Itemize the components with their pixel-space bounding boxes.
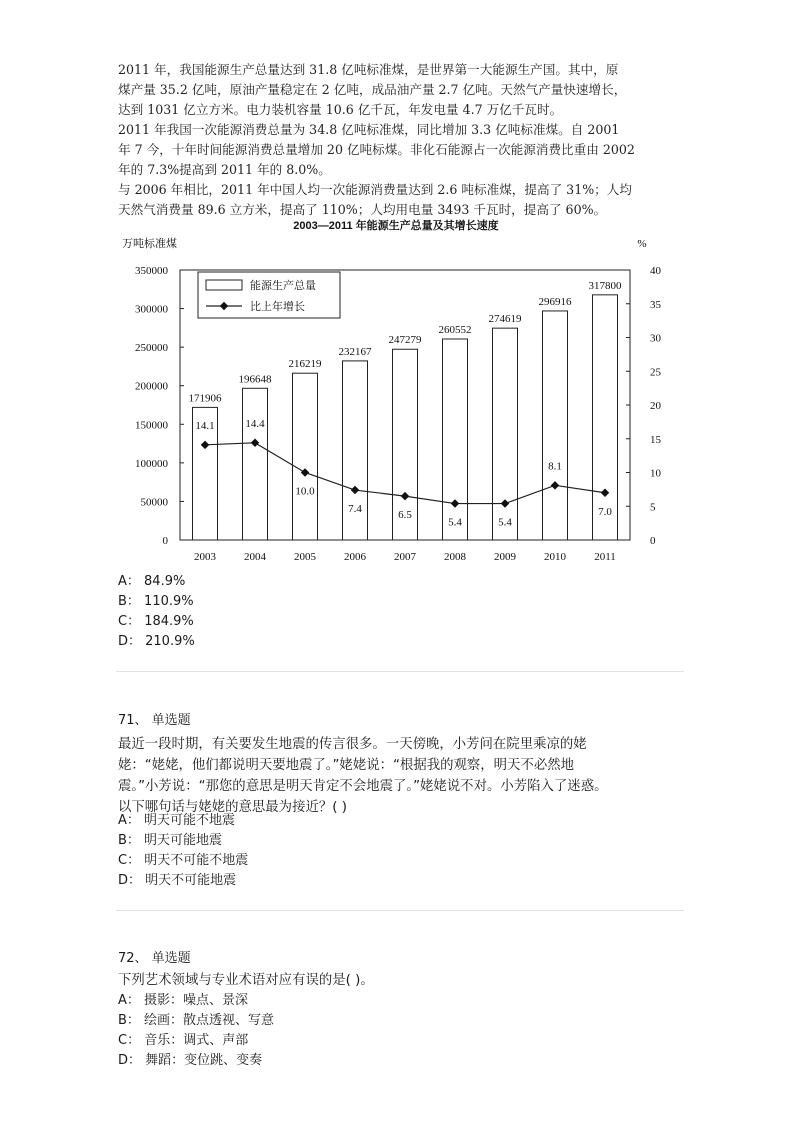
intro-line: 2011 年我国一次能源消费总量为 34.8 亿吨标准煤，同比增加 3.3 亿吨标准煤。自 2001 — [118, 122, 620, 137]
bar-2009 — [493, 328, 518, 540]
growth-value-label: 5.4 — [448, 516, 462, 529]
y2-tick-label: 35 — [650, 298, 661, 311]
x-tick-label: 2011 — [594, 551, 616, 563]
x-tick-label: 2005 — [294, 551, 316, 563]
y-tick-label: 350000 — [135, 265, 168, 277]
q72-options — [118, 991, 274, 1071]
x-tick-label: 2004 — [244, 551, 266, 563]
legend-line-label: 比上年增长 — [250, 301, 305, 313]
question-stem — [118, 970, 698, 991]
intro-line: 年 7 今，十年时间能源消费总量增加 20 亿吨标煤。非化石能源占一次能源消费比重由 2002 — [118, 142, 635, 157]
bar-2008 — [443, 339, 468, 540]
y-tick-label: 250000 — [135, 342, 168, 355]
y-tick-label: 50000 — [140, 496, 168, 509]
growth-value-label: 7.4 — [348, 503, 362, 516]
y2-tick-label: 0 — [650, 535, 656, 547]
y2-tick-label: 30 — [650, 332, 661, 345]
question-header: 71、 单选题 — [118, 713, 191, 728]
stem-line: 下列艺术领域与专业术语对应有误的是( )。 — [118, 973, 374, 988]
bar-value-label: 216219 — [288, 358, 322, 371]
y2-tick-label: 25 — [650, 366, 661, 379]
option-c[interactable]: C： 184.9% — [118, 614, 194, 629]
bar-value-label: 196648 — [238, 373, 272, 386]
intro-line: 2011 年，我国能源生产总量达到 31.8 亿吨标准煤，是世界第一大能源生产国。其中，原 — [118, 62, 619, 77]
option-a[interactable]: A： 摄影：噪点、景深 — [118, 993, 249, 1008]
stem-line: 最近一段时期，有关要发生地震的传言很多。一天傍晚，小芳问在院里乘凉的姥 — [118, 737, 587, 752]
intro-passage — [118, 60, 692, 220]
stem-line: 姥：“姥姥，他们都说明天要地震了。”姥姥说：“根据我的观察，明天不必然地 — [118, 758, 574, 773]
option-b[interactable]: B： 110.9% — [118, 594, 194, 609]
y2-axis-label: % — [637, 238, 647, 250]
question-header: 72、 单选题 — [118, 951, 191, 966]
y2-tick-label: 20 — [650, 400, 661, 412]
question-divider — [116, 671, 684, 672]
x-tick-label: 2007 — [394, 551, 416, 563]
option-c[interactable]: C： 音乐：调式、声部 — [118, 1033, 249, 1048]
intro-line: 达到 1031 亿立方米。电力装机容量 10.6 亿千瓦，年发电量 4.7 万亿千瓦时。 — [118, 102, 563, 117]
option-b[interactable]: B： 明天可能地震 — [118, 833, 223, 848]
bar-value-label: 232167 — [338, 345, 372, 358]
stem-line: 震。”小芳说：“那您的意思是明天肯定不会地震了。”姥姥说不对。小芳陷入了迷惑。 — [118, 779, 608, 794]
question-stem — [118, 734, 698, 818]
q71-options — [118, 811, 248, 891]
x-tick-label: 2009 — [494, 551, 516, 563]
growth-value-label: 6.5 — [398, 509, 412, 522]
legend — [198, 272, 340, 318]
option-d[interactable]: D： 明天不可能地震 — [118, 873, 237, 888]
intro-line: 年的 7.3%提高到 2011 年的 8.0%。 — [118, 162, 331, 177]
option-c[interactable]: C： 明天不可能不地震 — [118, 853, 249, 868]
y2-tick-label: 40 — [650, 265, 661, 277]
y2-tick-label: 5 — [650, 501, 656, 514]
y2-tick-label: 15 — [650, 433, 661, 446]
intro-line: 煤产量 35.2 亿吨，原油产量稳定在 2 亿吨，成品油产量 2.7 亿吨。天然气产量快速增长， — [118, 82, 627, 97]
bar-value-label: 317800 — [588, 279, 622, 292]
y-axis-label: 万吨标准煤 — [122, 238, 177, 250]
intro-line: 天然气消费量 89.6 立方米，提高了 110%；人均用电量 3493 千瓦时，提高了 60%。 — [118, 202, 607, 217]
bar-2011 — [593, 295, 618, 540]
legend-bar-swatch — [206, 280, 242, 290]
option-a[interactable]: A： 明天可能不地震 — [118, 813, 236, 828]
y-tick-label: 0 — [162, 535, 168, 547]
growth-value-label: 10.0 — [295, 485, 315, 498]
growth-value-label: 8.1 — [548, 460, 562, 473]
bar-2010 — [543, 311, 568, 540]
x-tick-label: 2003 — [194, 551, 216, 563]
legend-bar-label: 能源生产总量 — [250, 280, 316, 292]
bar-2005 — [293, 373, 318, 540]
bar-value-label: 260552 — [438, 324, 472, 337]
growth-value-label: 5.4 — [498, 516, 512, 529]
option-b[interactable]: B： 绘画：散点透视、写意 — [118, 1013, 275, 1028]
question-divider — [116, 910, 684, 911]
bar-2004 — [243, 388, 268, 540]
stem-line: 以下哪句话与姥姥的意思最为接近？( ) — [118, 800, 347, 815]
q70-options — [118, 572, 195, 652]
energy-production-chart — [116, 216, 661, 572]
growth-value-label: 7.0 — [598, 505, 612, 518]
chart-title: 2003—2011 年能源生产总量及其增长速度 — [293, 220, 499, 232]
y-tick-label: 300000 — [135, 303, 168, 316]
bar-value-label: 171906 — [188, 392, 222, 405]
growth-value-label: 14.4 — [245, 417, 265, 430]
y-tick-label: 100000 — [135, 457, 168, 470]
x-tick-label: 2008 — [444, 551, 466, 563]
growth-value-label: 14.1 — [195, 419, 215, 432]
bar-value-label: 296916 — [538, 295, 572, 308]
x-tick-label: 2006 — [344, 551, 366, 563]
bar-value-label: 274619 — [488, 313, 522, 326]
option-d[interactable]: D： 舞蹈：变位跳、变奏 — [118, 1053, 263, 1068]
y2-tick-label: 10 — [650, 467, 661, 480]
bar-value-label: 247279 — [388, 334, 422, 347]
y-tick-label: 200000 — [135, 380, 168, 393]
x-tick-label: 2010 — [544, 551, 566, 563]
intro-line: 与 2006 年相比，2011 年中国人均一次能源消费量达到 2.6 吨标准煤，提高了 31%；人均 — [118, 182, 632, 197]
y-tick-label: 150000 — [135, 419, 168, 432]
option-a[interactable]: A： 84.9% — [118, 574, 186, 589]
option-d[interactable]: D： 210.9% — [118, 634, 195, 649]
